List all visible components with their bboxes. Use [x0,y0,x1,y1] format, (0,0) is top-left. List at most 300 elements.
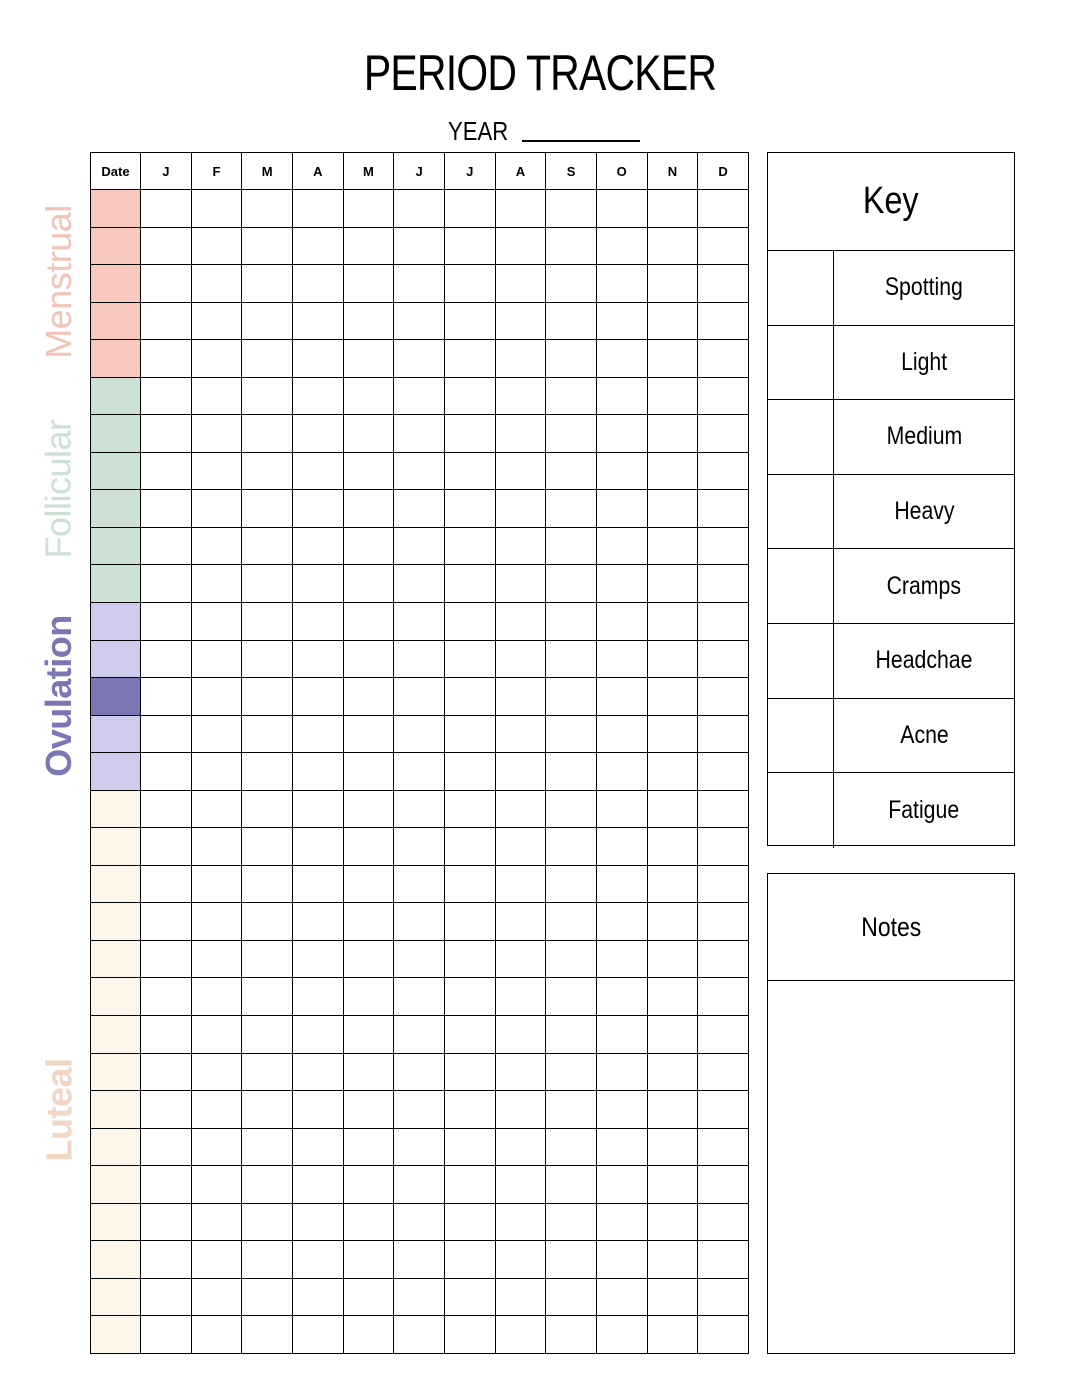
day-cell[interactable] [698,265,749,303]
day-cell[interactable] [647,415,698,453]
day-cell[interactable] [596,1166,647,1204]
date-cell-luteal[interactable] [91,940,141,978]
day-cell[interactable] [141,790,192,828]
day-cell[interactable] [242,1128,293,1166]
day-cell[interactable] [292,1053,343,1091]
day-cell[interactable] [343,1241,394,1279]
day-cell[interactable] [546,715,597,753]
day-cell[interactable] [546,978,597,1016]
day-cell[interactable] [444,753,495,791]
day-cell[interactable] [242,190,293,228]
day-cell[interactable] [343,565,394,603]
date-cell-follicular[interactable] [91,527,141,565]
day-cell[interactable] [596,1091,647,1129]
day-cell[interactable] [191,1203,242,1241]
day-cell[interactable] [242,1316,293,1354]
day-cell[interactable] [596,678,647,716]
day-cell[interactable] [495,377,546,415]
day-cell[interactable] [495,1278,546,1316]
day-cell[interactable] [546,790,597,828]
day-cell[interactable] [191,940,242,978]
day-cell[interactable] [495,1091,546,1129]
key-swatch[interactable] [768,699,834,773]
day-cell[interactable] [292,940,343,978]
day-cell[interactable] [546,1203,597,1241]
day-cell[interactable] [546,265,597,303]
day-cell[interactable] [191,1128,242,1166]
day-cell[interactable] [394,828,445,866]
day-cell[interactable] [647,1016,698,1054]
day-cell[interactable] [495,415,546,453]
date-cell-follicular[interactable] [91,452,141,490]
day-cell[interactable] [242,603,293,641]
day-cell[interactable] [444,828,495,866]
day-cell[interactable] [242,1091,293,1129]
day-cell[interactable] [292,715,343,753]
day-cell[interactable] [242,1016,293,1054]
day-cell[interactable] [141,452,192,490]
day-cell[interactable] [141,640,192,678]
day-cell[interactable] [292,490,343,528]
day-cell[interactable] [647,715,698,753]
day-cell[interactable] [141,377,192,415]
day-cell[interactable] [596,1203,647,1241]
day-cell[interactable] [141,603,192,641]
day-cell[interactable] [292,377,343,415]
day-cell[interactable] [292,565,343,603]
day-cell[interactable] [191,565,242,603]
day-cell[interactable] [698,828,749,866]
date-cell-ovulation[interactable] [91,753,141,791]
day-cell[interactable] [546,190,597,228]
day-cell[interactable] [698,302,749,340]
day-cell[interactable] [546,565,597,603]
day-cell[interactable] [394,978,445,1016]
day-cell[interactable] [495,603,546,641]
day-cell[interactable] [495,1203,546,1241]
day-cell[interactable] [343,265,394,303]
day-cell[interactable] [495,265,546,303]
day-cell[interactable] [495,190,546,228]
day-cell[interactable] [495,865,546,903]
day-cell[interactable] [191,302,242,340]
day-cell[interactable] [444,940,495,978]
day-cell[interactable] [596,490,647,528]
day-cell[interactable] [444,565,495,603]
day-cell[interactable] [698,1091,749,1129]
date-cell-menstrual[interactable] [91,227,141,265]
day-cell[interactable] [394,790,445,828]
date-cell-luteal[interactable] [91,1316,141,1354]
day-cell[interactable] [292,1016,343,1054]
day-cell[interactable] [242,565,293,603]
day-cell[interactable] [191,1091,242,1129]
day-cell[interactable] [444,603,495,641]
day-cell[interactable] [394,1278,445,1316]
day-cell[interactable] [394,190,445,228]
day-cell[interactable] [292,903,343,941]
day-cell[interactable] [242,753,293,791]
day-cell[interactable] [242,1053,293,1091]
day-cell[interactable] [292,340,343,378]
day-cell[interactable] [596,640,647,678]
day-cell[interactable] [444,1278,495,1316]
day-cell[interactable] [191,1316,242,1354]
day-cell[interactable] [698,1166,749,1204]
day-cell[interactable] [191,753,242,791]
day-cell[interactable] [698,678,749,716]
day-cell[interactable] [141,1278,192,1316]
day-cell[interactable] [292,678,343,716]
day-cell[interactable] [495,302,546,340]
day-cell[interactable] [647,1166,698,1204]
day-cell[interactable] [495,1316,546,1354]
day-cell[interactable] [394,1128,445,1166]
year-input-line[interactable] [522,140,640,142]
day-cell[interactable] [444,1316,495,1354]
day-cell[interactable] [647,340,698,378]
day-cell[interactable] [242,865,293,903]
day-cell[interactable] [242,978,293,1016]
key-swatch[interactable] [768,624,834,698]
day-cell[interactable] [242,227,293,265]
day-cell[interactable] [242,1166,293,1204]
date-cell-menstrual[interactable] [91,190,141,228]
day-cell[interactable] [444,227,495,265]
key-swatch[interactable] [768,773,834,848]
day-cell[interactable] [444,1091,495,1129]
day-cell[interactable] [596,415,647,453]
day-cell[interactable] [596,1053,647,1091]
day-cell[interactable] [141,227,192,265]
day-cell[interactable] [698,415,749,453]
day-cell[interactable] [495,790,546,828]
date-cell-luteal[interactable] [91,865,141,903]
day-cell[interactable] [698,340,749,378]
day-cell[interactable] [242,1278,293,1316]
day-cell[interactable] [495,828,546,866]
day-cell[interactable] [495,490,546,528]
day-cell[interactable] [242,790,293,828]
key-swatch[interactable] [768,475,834,549]
day-cell[interactable] [647,1053,698,1091]
day-cell[interactable] [242,415,293,453]
day-cell[interactable] [343,1128,394,1166]
day-cell[interactable] [292,1166,343,1204]
day-cell[interactable] [698,227,749,265]
day-cell[interactable] [343,302,394,340]
day-cell[interactable] [191,1278,242,1316]
day-cell[interactable] [698,527,749,565]
day-cell[interactable] [444,415,495,453]
day-cell[interactable] [546,452,597,490]
day-cell[interactable] [242,940,293,978]
day-cell[interactable] [444,1016,495,1054]
day-cell[interactable] [444,865,495,903]
date-cell-follicular[interactable] [91,490,141,528]
day-cell[interactable] [596,603,647,641]
day-cell[interactable] [141,753,192,791]
day-cell[interactable] [191,640,242,678]
day-cell[interactable] [141,190,192,228]
day-cell[interactable] [596,790,647,828]
day-cell[interactable] [546,415,597,453]
day-cell[interactable] [596,452,647,490]
day-cell[interactable] [596,265,647,303]
day-cell[interactable] [242,490,293,528]
day-cell[interactable] [647,978,698,1016]
key-swatch[interactable] [768,400,834,474]
day-cell[interactable] [495,678,546,716]
day-cell[interactable] [698,1278,749,1316]
day-cell[interactable] [495,903,546,941]
day-cell[interactable] [292,753,343,791]
key-swatch[interactable] [768,251,834,325]
day-cell[interactable] [546,377,597,415]
day-cell[interactable] [444,340,495,378]
day-cell[interactable] [698,865,749,903]
day-cell[interactable] [191,715,242,753]
day-cell[interactable] [647,678,698,716]
day-cell[interactable] [495,227,546,265]
day-cell[interactable] [647,1091,698,1129]
day-cell[interactable] [394,340,445,378]
date-cell-luteal[interactable] [91,1278,141,1316]
day-cell[interactable] [242,640,293,678]
day-cell[interactable] [596,527,647,565]
day-cell[interactable] [292,603,343,641]
day-cell[interactable] [141,1203,192,1241]
day-cell[interactable] [495,1166,546,1204]
day-cell[interactable] [698,377,749,415]
day-cell[interactable] [292,1091,343,1129]
day-cell[interactable] [141,903,192,941]
day-cell[interactable] [343,1278,394,1316]
day-cell[interactable] [141,1241,192,1279]
day-cell[interactable] [191,1016,242,1054]
day-cell[interactable] [647,603,698,641]
day-cell[interactable] [546,302,597,340]
day-cell[interactable] [394,865,445,903]
day-cell[interactable] [292,415,343,453]
date-cell-luteal[interactable] [91,1166,141,1204]
date-cell-luteal[interactable] [91,1203,141,1241]
day-cell[interactable] [394,1203,445,1241]
day-cell[interactable] [596,377,647,415]
day-cell[interactable] [698,940,749,978]
day-cell[interactable] [546,1091,597,1129]
day-cell[interactable] [596,565,647,603]
day-cell[interactable] [596,940,647,978]
day-cell[interactable] [394,603,445,641]
day-cell[interactable] [444,302,495,340]
date-cell-follicular[interactable] [91,565,141,603]
day-cell[interactable] [242,678,293,716]
day-cell[interactable] [444,190,495,228]
day-cell[interactable] [647,1203,698,1241]
day-cell[interactable] [141,1316,192,1354]
day-cell[interactable] [394,490,445,528]
day-cell[interactable] [698,452,749,490]
day-cell[interactable] [242,715,293,753]
day-cell[interactable] [596,302,647,340]
day-cell[interactable] [495,340,546,378]
day-cell[interactable] [444,715,495,753]
day-cell[interactable] [495,452,546,490]
day-cell[interactable] [698,640,749,678]
day-cell[interactable] [191,978,242,1016]
day-cell[interactable] [647,940,698,978]
day-cell[interactable] [394,678,445,716]
day-cell[interactable] [546,1128,597,1166]
day-cell[interactable] [242,302,293,340]
day-cell[interactable] [292,640,343,678]
day-cell[interactable] [292,865,343,903]
day-cell[interactable] [698,978,749,1016]
day-cell[interactable] [141,340,192,378]
day-cell[interactable] [191,1241,242,1279]
day-cell[interactable] [343,1016,394,1054]
day-cell[interactable] [394,1016,445,1054]
day-cell[interactable] [394,527,445,565]
day-cell[interactable] [647,527,698,565]
day-cell[interactable] [242,527,293,565]
day-cell[interactable] [141,865,192,903]
day-cell[interactable] [191,1053,242,1091]
day-cell[interactable] [242,1203,293,1241]
day-cell[interactable] [698,190,749,228]
day-cell[interactable] [444,452,495,490]
day-cell[interactable] [191,452,242,490]
day-cell[interactable] [191,490,242,528]
day-cell[interactable] [292,1128,343,1166]
day-cell[interactable] [647,865,698,903]
day-cell[interactable] [394,377,445,415]
day-cell[interactable] [698,1241,749,1279]
date-cell-follicular[interactable] [91,377,141,415]
day-cell[interactable] [191,1166,242,1204]
day-cell[interactable] [141,828,192,866]
day-cell[interactable] [141,678,192,716]
day-cell[interactable] [343,415,394,453]
day-cell[interactable] [292,227,343,265]
day-cell[interactable] [546,1016,597,1054]
day-cell[interactable] [546,490,597,528]
day-cell[interactable] [343,452,394,490]
date-cell-luteal[interactable] [91,1091,141,1129]
day-cell[interactable] [292,452,343,490]
day-cell[interactable] [495,527,546,565]
day-cell[interactable] [343,753,394,791]
day-cell[interactable] [394,227,445,265]
day-cell[interactable] [698,903,749,941]
day-cell[interactable] [647,377,698,415]
day-cell[interactable] [444,903,495,941]
day-cell[interactable] [343,603,394,641]
day-cell[interactable] [394,1316,445,1354]
day-cell[interactable] [141,265,192,303]
day-cell[interactable] [444,265,495,303]
date-cell-menstrual[interactable] [91,302,141,340]
day-cell[interactable] [546,603,597,641]
date-cell-ovulation[interactable] [91,640,141,678]
day-cell[interactable] [546,903,597,941]
day-cell[interactable] [698,1016,749,1054]
day-cell[interactable] [394,753,445,791]
day-cell[interactable] [444,978,495,1016]
day-cell[interactable] [292,1316,343,1354]
day-cell[interactable] [343,227,394,265]
day-cell[interactable] [444,790,495,828]
day-cell[interactable] [444,1053,495,1091]
day-cell[interactable] [394,640,445,678]
day-cell[interactable] [394,940,445,978]
day-cell[interactable] [647,1241,698,1279]
day-cell[interactable] [141,1091,192,1129]
day-cell[interactable] [242,828,293,866]
day-cell[interactable] [546,828,597,866]
day-cell[interactable] [141,1166,192,1204]
day-cell[interactable] [647,452,698,490]
day-cell[interactable] [444,640,495,678]
day-cell[interactable] [647,565,698,603]
day-cell[interactable] [343,1091,394,1129]
key-swatch[interactable] [768,549,834,623]
day-cell[interactable] [546,753,597,791]
date-cell-luteal[interactable] [91,1053,141,1091]
day-cell[interactable] [343,190,394,228]
day-cell[interactable] [292,190,343,228]
day-cell[interactable] [596,1241,647,1279]
day-cell[interactable] [394,1091,445,1129]
day-cell[interactable] [141,490,192,528]
day-cell[interactable] [495,715,546,753]
day-cell[interactable] [495,1053,546,1091]
date-cell-luteal[interactable] [91,828,141,866]
day-cell[interactable] [394,1053,445,1091]
day-cell[interactable] [596,227,647,265]
day-cell[interactable] [546,678,597,716]
day-cell[interactable] [141,978,192,1016]
day-cell[interactable] [647,903,698,941]
day-cell[interactable] [546,227,597,265]
day-cell[interactable] [191,190,242,228]
day-cell[interactable] [596,828,647,866]
day-cell[interactable] [596,978,647,1016]
day-cell[interactable] [394,715,445,753]
day-cell[interactable] [647,753,698,791]
day-cell[interactable] [596,1278,647,1316]
date-cell-luteal[interactable] [91,1016,141,1054]
day-cell[interactable] [596,340,647,378]
day-cell[interactable] [698,1316,749,1354]
day-cell[interactable] [698,565,749,603]
day-cell[interactable] [191,790,242,828]
day-cell[interactable] [141,940,192,978]
day-cell[interactable] [292,828,343,866]
day-cell[interactable] [546,1166,597,1204]
day-cell[interactable] [698,1203,749,1241]
day-cell[interactable] [546,1316,597,1354]
day-cell[interactable] [292,790,343,828]
day-cell[interactable] [191,527,242,565]
day-cell[interactable] [495,940,546,978]
day-cell[interactable] [596,903,647,941]
day-cell[interactable] [596,753,647,791]
day-cell[interactable] [596,865,647,903]
day-cell[interactable] [242,1241,293,1279]
day-cell[interactable] [242,377,293,415]
